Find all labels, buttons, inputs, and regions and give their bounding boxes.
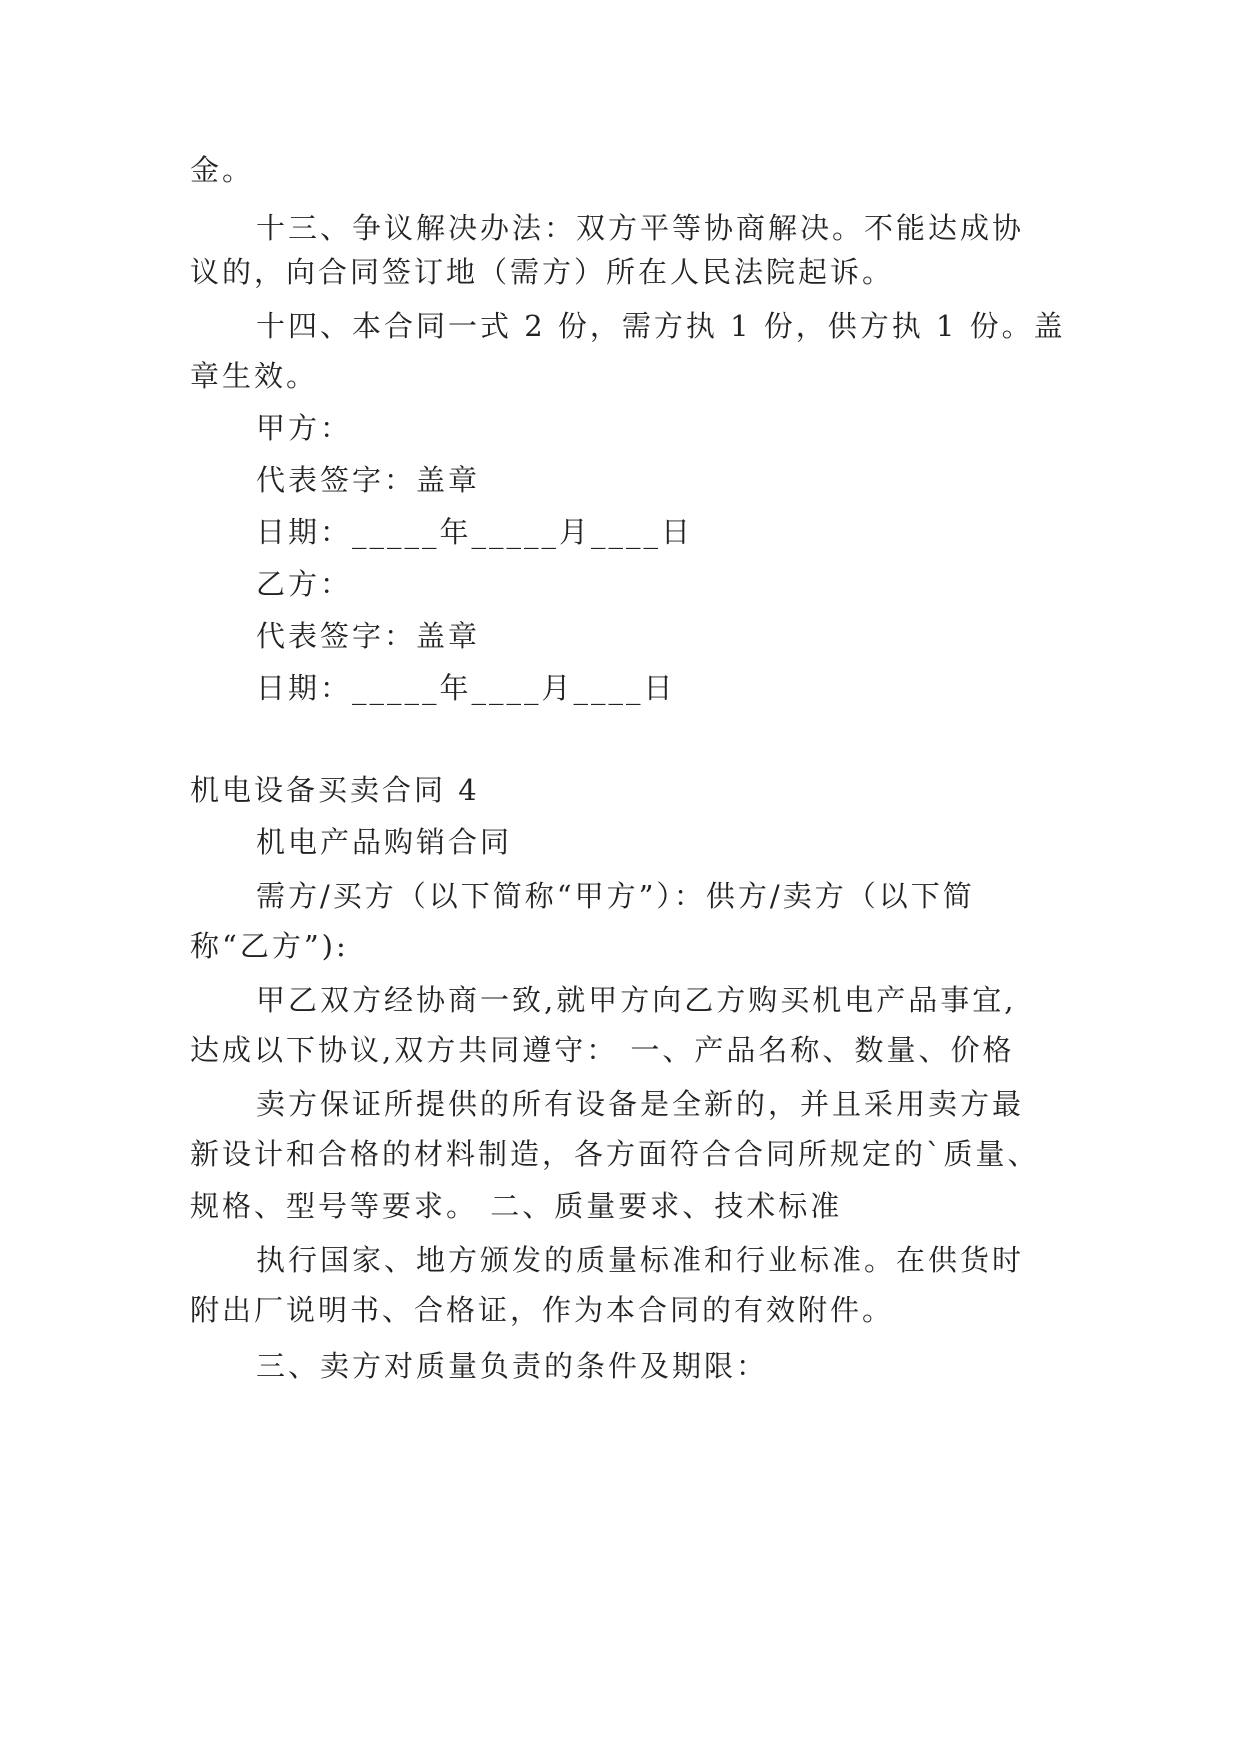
text-line-1: 金。 (190, 153, 255, 187)
agreement-line-1: 甲乙双方经协商一致,就甲方向乙方购买机电产品事宜, (256, 983, 1017, 1017)
clause-14-line-2: 章生效。 (190, 359, 319, 393)
guarantee-line-1: 卖方保证所提供的所有设备是全新的，并且采用卖方最 (256, 1087, 1025, 1121)
parties-line-1: 需方/买方（以下简称“甲方”）：供方/卖方（以下简 (256, 879, 975, 913)
agreement-line-2: 达成以下协议,双方共同遵守： 一、产品名称、数量、价格 (190, 1033, 1015, 1067)
party-a-date: 日期：_____年_____月____日 (256, 515, 694, 549)
party-a-label: 甲方： (256, 411, 353, 445)
clause-13-line-1: 十三、争议解决办法：双方平等协商解决。不能达成协 (256, 211, 1025, 245)
contract-subtitle: 机电产品购销合同 (256, 825, 513, 859)
party-a-signature: 代表签字：盖章 (256, 463, 481, 497)
party-b-label: 乙方： (256, 567, 353, 601)
party-b-signature: 代表签字：盖章 (256, 619, 481, 653)
clause-14-line-1: 十四、本合同一式 2 份，需方执 1 份，供方执 1 份。盖 (256, 309, 1066, 343)
clause-13-line-2: 议的，向合同签订地（需方）所在人民法院起诉。 (190, 255, 895, 289)
guarantee-line-3: 规格、型号等要求。 二、质量要求、技术标准 (190, 1189, 843, 1223)
standards-line-2: 附出厂说明书、合格证，作为本合同的有效附件。 (190, 1293, 895, 1327)
section-title: 机电设备买卖合同 4 (190, 773, 480, 807)
party-b-date: 日期：_____年____月____日 (256, 671, 676, 705)
guarantee-line-2: 新设计和合格的材料制造，各方面符合合同所规定的`质量、 (190, 1137, 1040, 1171)
parties-line-2: 称“乙方”): (190, 929, 349, 963)
clause-3-heading: 三、卖方对质量负责的条件及期限： (256, 1349, 769, 1383)
standards-line-1: 执行国家、地方颁发的质量标准和行业标准。在供货时 (256, 1243, 1025, 1277)
